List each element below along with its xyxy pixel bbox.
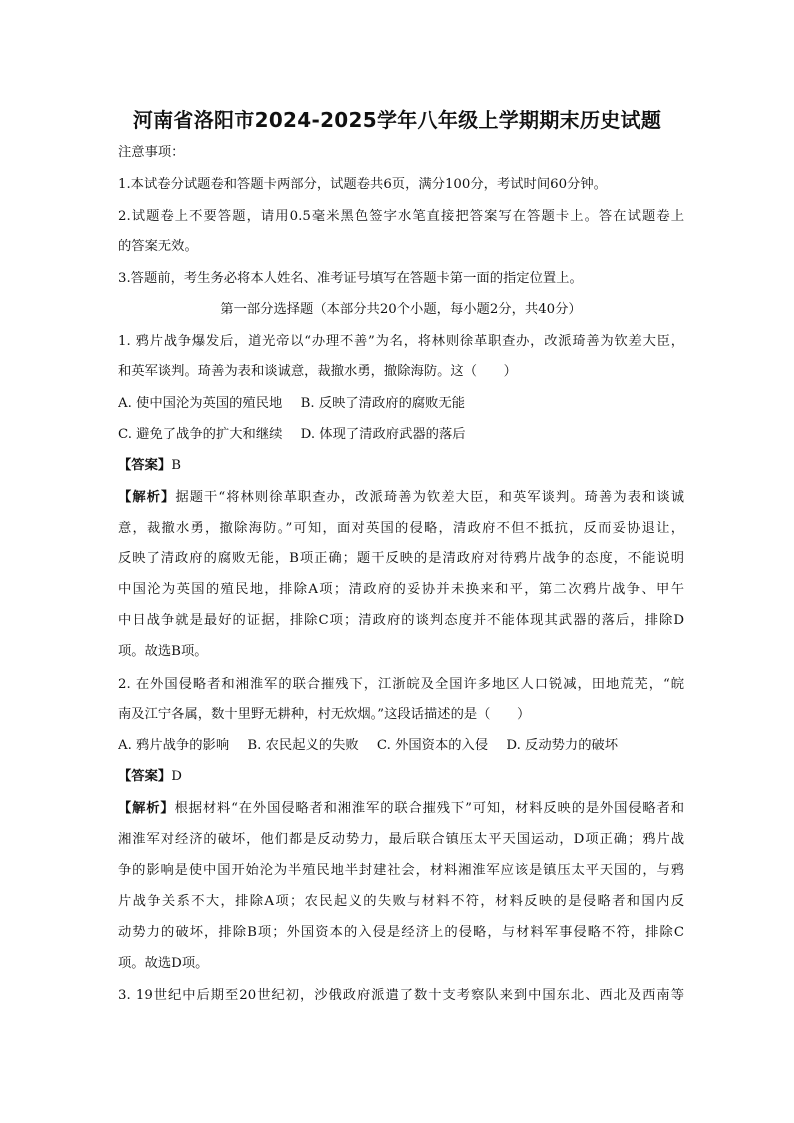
notice-heading: 注意事项： (118, 145, 185, 160)
option-d: D. 反动势力的破坏 (506, 738, 619, 753)
question-2-analysis (118, 800, 684, 818)
option-a: A. 鸦片战争的影响 (118, 738, 230, 753)
answer-value: D (171, 769, 182, 784)
question-2-answer (118, 768, 684, 786)
analysis-text: 动势力的破坏，排除B项；外国资本的入侵是经济上的侵略，与材料军事侵略不符，排除C (118, 925, 684, 940)
analysis-label: 【解析】 (118, 801, 175, 816)
question-1-options (118, 426, 684, 444)
analysis-text: 片战争关系不大，排除A项；农民起义的失败与材料不符，材料反映的是侵略者和国内反 (118, 894, 684, 909)
question-1-stem: 1. 鸦片战争爆发后，道光帝以“办理不善”为名，将林则徐革职查办，改派琦善为钦差大臣， (118, 334, 684, 349)
analysis-text: 湘淮军对经济的破坏，他们都是反动势力，最后联合镇压太平天国运动，D项正确；鸦片战 (118, 832, 684, 847)
analysis-text: 中日战争就是最好的证据，排除C项；清政府的谈判态度并不能体现其武器的落后，排除D (118, 613, 684, 628)
answer-label: 【答案】 (118, 769, 172, 784)
option-b: B. 反映了清政府的腐败无能 (300, 396, 466, 411)
answer-value: B (171, 458, 181, 473)
analysis-text: 根据材料“在外国侵略者和湘淮军的联合摧残下”可知，材料反映的是外国侵略者和 (174, 801, 684, 816)
analysis-text: 据题干“将林则徐革职查办，改派琦善为钦差大臣，和英军谈判。琦善为表和谈诚 (175, 490, 684, 505)
question-2-options (118, 737, 684, 755)
answer-label: 【答案】 (118, 458, 172, 473)
notice-item: 的答案无效。 (118, 239, 198, 254)
question-2-stem: 南及江宁各属，数十里野无耕种，村无炊烟。”这段话描述的是（ ） (118, 707, 531, 722)
analysis-text: 意，裁撤水勇，撤除海防。”可知，面对英国的侵略，清政府不但不抵抗，反而妥协退让， (118, 521, 684, 536)
option-d: D. 体现了清政府武器的落后 (300, 427, 466, 442)
notice-item: 1.本试卷分试题卷和答题卡两部分，试题卷共6页，满分100分，考试时间60分钟。 (118, 177, 607, 192)
section-heading: 第一部分选择题（本部分共20个小题，每小题2分，共40分） (220, 302, 582, 317)
analysis-text: 反映了清政府的腐败无能，B项正确；题干反映的是清政府对待鸦片战争的态度，不能说明 (118, 551, 684, 566)
question-1-stem: 和英军谈判。琦善为表和谈诚意，裁撤水勇，撤除海防。这（ ） (118, 364, 517, 379)
question-1-answer (118, 457, 684, 475)
question-1-analysis (118, 489, 684, 507)
analysis-text: 中国沦为英国的殖民地，排除A项；清政府的妥协并未换来和平，第二次鸦片战争、甲午 (118, 582, 684, 597)
option-a: A. 使中国沦为英国的殖民地 (118, 396, 283, 411)
analysis-text: 争的影响是使中国开始沦为半殖民地半封建社会，材料湘淮军应该是镇压太平天国的，与鸦 (118, 863, 684, 878)
option-c: C. 外国资本的入侵 (376, 738, 489, 753)
question-1-options (118, 395, 684, 413)
notice-item: 2.试题卷上不要答题，请用0.5毫米黑色签字水笔直接把答案写在答题卡上。答在试题卷上 (118, 209, 684, 224)
notice-item: 3.答题前，考生务必将本人姓名、准考证号填写在答题卡第一面的指定位置上。 (118, 271, 583, 286)
analysis-text: 项。故选D项。 (118, 956, 209, 971)
analysis-text: 项。故选B项。 (118, 644, 208, 659)
question-2-stem: 2. 在外国侵略者和湘淮军的联合摧残下，江浙皖及全国许多地区人口锐减，田地荒芜，“皖 (118, 677, 684, 692)
analysis-label: 【解析】 (118, 490, 176, 505)
option-c: C. 避免了战争的扩大和继续 (118, 427, 283, 442)
page-title: 河南省洛阳市2024-2025学年八年级上学期期末历史试题 (132, 108, 662, 132)
option-b: B. 农民起义的失败 (247, 738, 359, 753)
question-3-stem: 3. 19世纪中后期至20世纪初，沙俄政府派遣了数十支考察队来到中国东北、西北及西南等 (118, 988, 684, 1003)
